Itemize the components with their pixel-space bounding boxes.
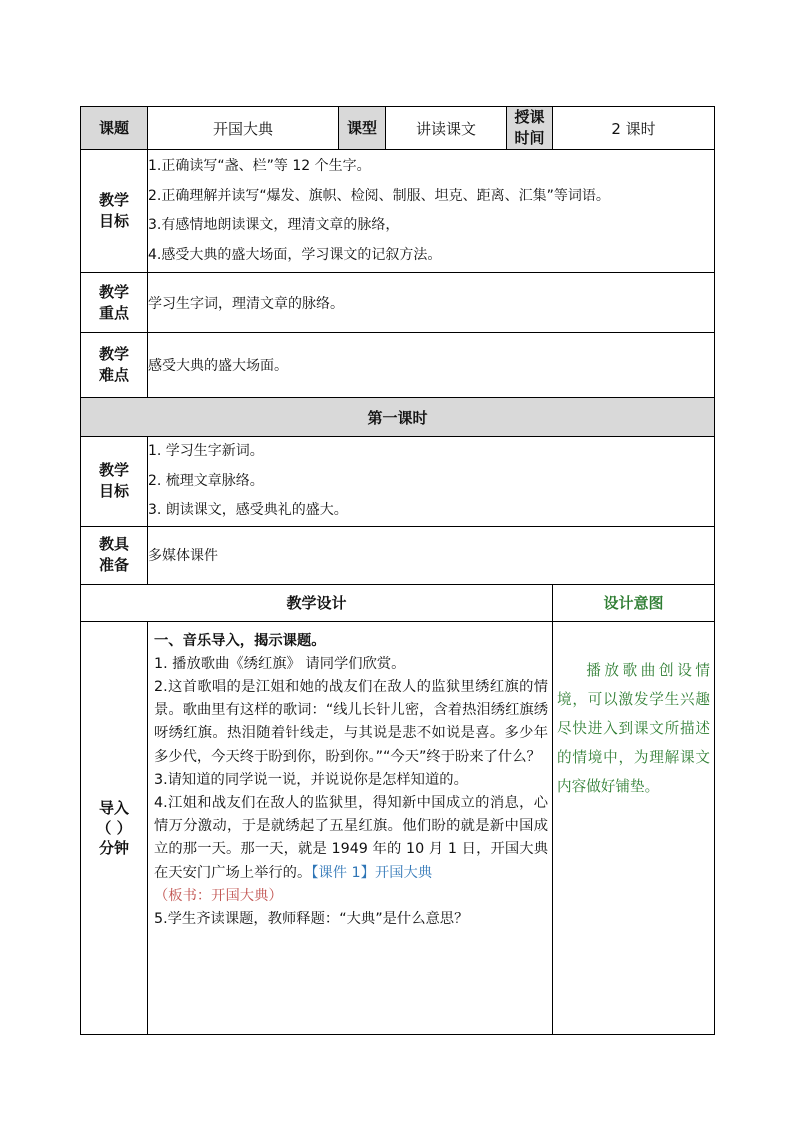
difficulties-value: 感受大典的盛大场面。	[148, 333, 715, 398]
objective-item: 3.有感情地朗读课文，理清文章的脉络，	[148, 217, 400, 233]
intent-title: 设计意图	[553, 584, 715, 621]
intro-row	[81, 621, 715, 1034]
intro-heading: 一、音乐导入，揭示课题。	[154, 632, 326, 649]
intro-paragraph-2: 2.这首歌唱的是江姐和她的战友们在敌人的监狱里绣红旗的情景。歌曲里有这样的歌词：“线儿长针儿密，含着热泪绣红旗绣呀绣红旗。热泪随着针线走，与其说是悲不如说是喜。多少年多少代，今天终于盼到你，盼到你。”“今天”终于盼来了什么？	[154, 678, 548, 765]
intro-paragraph-3: 3.请知道的同学说一说，并说说你是怎样知道的。	[154, 771, 468, 788]
lesson-objective-item: 1. 学习生字新词。	[148, 443, 264, 459]
time-value: 2 课时	[553, 107, 715, 150]
header-row	[81, 107, 715, 150]
objectives-row	[81, 150, 715, 273]
lesson-objectives-label: 教学 目标	[81, 437, 148, 527]
key-points-label: 教学 重点	[81, 273, 148, 333]
materials-row	[81, 526, 715, 584]
type-label: 课型	[339, 107, 386, 150]
objective-item: 1.正确读写“盏、栏”等 12 个生字。	[148, 158, 371, 174]
materials-label: 教具 准备	[81, 526, 148, 584]
key-points-value: 学习生字词，理清文章的脉络。	[148, 273, 715, 333]
design-title: 教学设计	[81, 584, 553, 621]
objective-item: 2.正确理解并读写“爆发、旗帜、检阅、制服、坦克、距离、汇集”等词语。	[148, 187, 610, 204]
intro-paragraph-4: 4.江姐和战友们在敌人的监狱里，得知新中国成立的消息，心情万分激动，于是就绣起了五星红旗。他们盼的就是新中国成立的那一天。那一天，就是 1949 年的 10 月 1 日，开国大典在天安门广场上举行的。【课件 1】开国大典	[154, 794, 548, 881]
topic-value: 开国大典	[148, 107, 339, 150]
courseware-link[interactable]: 【课件 1】	[311, 864, 375, 881]
first-lesson-title: 第一课时	[81, 398, 715, 437]
intro-content	[148, 621, 553, 1034]
intro-stage-label: 导入 （ ） 分钟	[81, 621, 148, 1034]
difficulties-label: 教学 难点	[81, 333, 148, 398]
objectives-list	[148, 150, 715, 273]
design-header-row	[81, 584, 715, 621]
key-points-row	[81, 273, 715, 333]
lesson-objectives-row	[81, 437, 715, 527]
intro-paragraph-1: 1. 播放歌曲《绣红旗》 请同学们欣赏。	[154, 655, 406, 672]
time-label: 授课 时间	[507, 107, 553, 150]
lesson-objective-item: 2. 梳理文章脉络。	[148, 472, 264, 489]
type-value: 讲读课文	[386, 107, 507, 150]
objectives-label: 教学 目标	[81, 150, 148, 273]
lesson-plan-table	[80, 106, 715, 1035]
lesson-objective-item: 3. 朗读课文，感受典礼的盛大。	[148, 502, 348, 518]
intent-cell	[553, 621, 715, 1034]
board-note: （板书：开国大典）	[154, 887, 283, 904]
intent-text: 播放歌曲创设情境，可以激发学生兴趣尽快进入到课文所描述的情境中，为理解课文内容做好铺垫。	[557, 661, 710, 795]
objective-item: 4.感受大典的盛大场面，学习课文的记叙方法。	[148, 246, 442, 263]
intro-paragraph-5: 5.学生齐读课题，教师释题：“大典”是什么意思？	[154, 910, 469, 927]
topic-label: 课题	[81, 107, 148, 150]
first-lesson-row	[81, 398, 715, 437]
difficulties-row	[81, 333, 715, 398]
materials-value: 多媒体课件	[148, 526, 715, 584]
lesson-objectives-list	[148, 437, 715, 527]
